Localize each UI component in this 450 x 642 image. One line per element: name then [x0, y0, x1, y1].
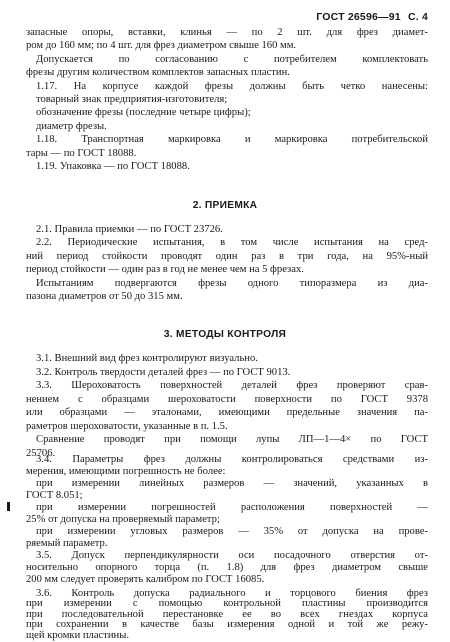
- text-line: 25706.: [26, 448, 56, 459]
- text-line: раметров шероховатости, указанные в п. 1.5.: [26, 421, 228, 432]
- text-line: Сравнение проводят при помощи лупы ЛП—1—4× по ГОСТ: [36, 434, 428, 445]
- text-line: при измерении погрешностей расположения поверхностей —: [36, 502, 428, 513]
- text-line: нением с образцами шероховатости поверхности по ГОСТ 9378: [26, 394, 428, 405]
- text-line: пазона диаметров от 50 до 315 мм.: [26, 291, 183, 302]
- text-line: Испытаниям подвергаются фрезы одного типоразмера из диа-: [36, 278, 428, 289]
- text-line: при измерении угловых размеров — 35% от допуска на прове-: [36, 526, 428, 537]
- text-line: 3.1. Внешний вид фрез контролируют визуально.: [36, 353, 258, 364]
- text-line: фрезы другим количеством комплектов запасных пластин.: [26, 67, 290, 78]
- text-line: 2.1. Правила приемки — по ГОСТ 23726.: [36, 224, 223, 235]
- text-line: 3.5. Допуск перпендикулярности оси посадочного отверстия от-: [36, 550, 428, 561]
- text-line: обозначение фрезы (последние четыре цифры);: [36, 107, 251, 118]
- text-line: 1.17. На корпусе каждой фрезы должны быть четко нанесены:: [36, 81, 428, 92]
- text-line: Допускается по согласованию с потребителем комплектовать: [36, 54, 428, 65]
- text-line: при измерении линейных размеров — значений, указанных в: [36, 478, 428, 489]
- text-line: ний период стойкости проводят один раз в три года, на 95%-ный: [26, 251, 428, 262]
- page-header: [316, 11, 428, 23]
- text-line: при измерении с помощью контрольной пластины производится: [26, 598, 428, 610]
- text-line: 3.4. Параметры фрез должны контролироваться средствами из-: [36, 454, 428, 465]
- text-line: 25% от допуска на проверяемый параметр;: [26, 514, 220, 525]
- text-line: ром до 160 мм; по 4 шт. для фрез диаметром свыше 160 мм.: [26, 40, 297, 51]
- standard-number: ГОСТ 26596—91: [316, 11, 401, 23]
- margin-mark: [7, 502, 10, 511]
- text-line: тары — по ГОСТ 18088.: [26, 148, 137, 159]
- text-line: 3.6. Контроль допуска радиального и торцового биения фрез: [36, 588, 428, 599]
- text-line: при сохранении в качестве базы измерения одной и той же режу-: [26, 619, 428, 631]
- text-line: период стойкости — один раз в год не менее чем на 5 фрезах.: [26, 264, 304, 275]
- text-line: 1.19. Упаковка — по ГОСТ 18088.: [36, 161, 190, 172]
- section-heading: 2. ПРИЕМКА: [192, 200, 258, 211]
- text-line: 200 мм следует проверять калибром по ГОСТ 16085.: [26, 574, 265, 585]
- text-line: диаметр фрезы.: [36, 121, 107, 132]
- text-line: 2.2. Периодические испытания, в том числе испытания на сред-: [36, 237, 428, 248]
- text-line: 1.18. Транспортная маркировка и маркировка потребительской: [36, 134, 428, 145]
- text-line: при последовательной перестановке ее во всех гнездах корпуса: [26, 608, 428, 620]
- text-line: 3.3. Шероховатость поверхностей деталей фрез проверяют срав-: [36, 380, 428, 391]
- text-line: ГОСТ 8.051;: [26, 490, 83, 501]
- text-line: 3.2. Контроль твердости деталей фрез — по ГОСТ 9013.: [36, 367, 291, 378]
- text-line: товарный знак предприятия-изготовителя;: [36, 94, 228, 105]
- page-number: С. 4: [407, 11, 428, 23]
- text-line: ряемый параметр.: [26, 538, 108, 549]
- text-line: или образцами — эталонами, имеющими предельные значения па-: [26, 407, 428, 418]
- text-line: носительно опорного торца (п. 1.8) для фрез диаметром свыше: [26, 562, 428, 573]
- text-line: запасные опоры, вставки, клинья — по 2 шт. для фрез диамет-: [26, 27, 428, 38]
- text-line: щей кромки пластины.: [26, 629, 129, 641]
- text-line: мерения, имеющими погрешность не более:: [26, 466, 226, 477]
- section-heading: 3. МЕТОДЫ КОНТРОЛЯ: [163, 329, 287, 340]
